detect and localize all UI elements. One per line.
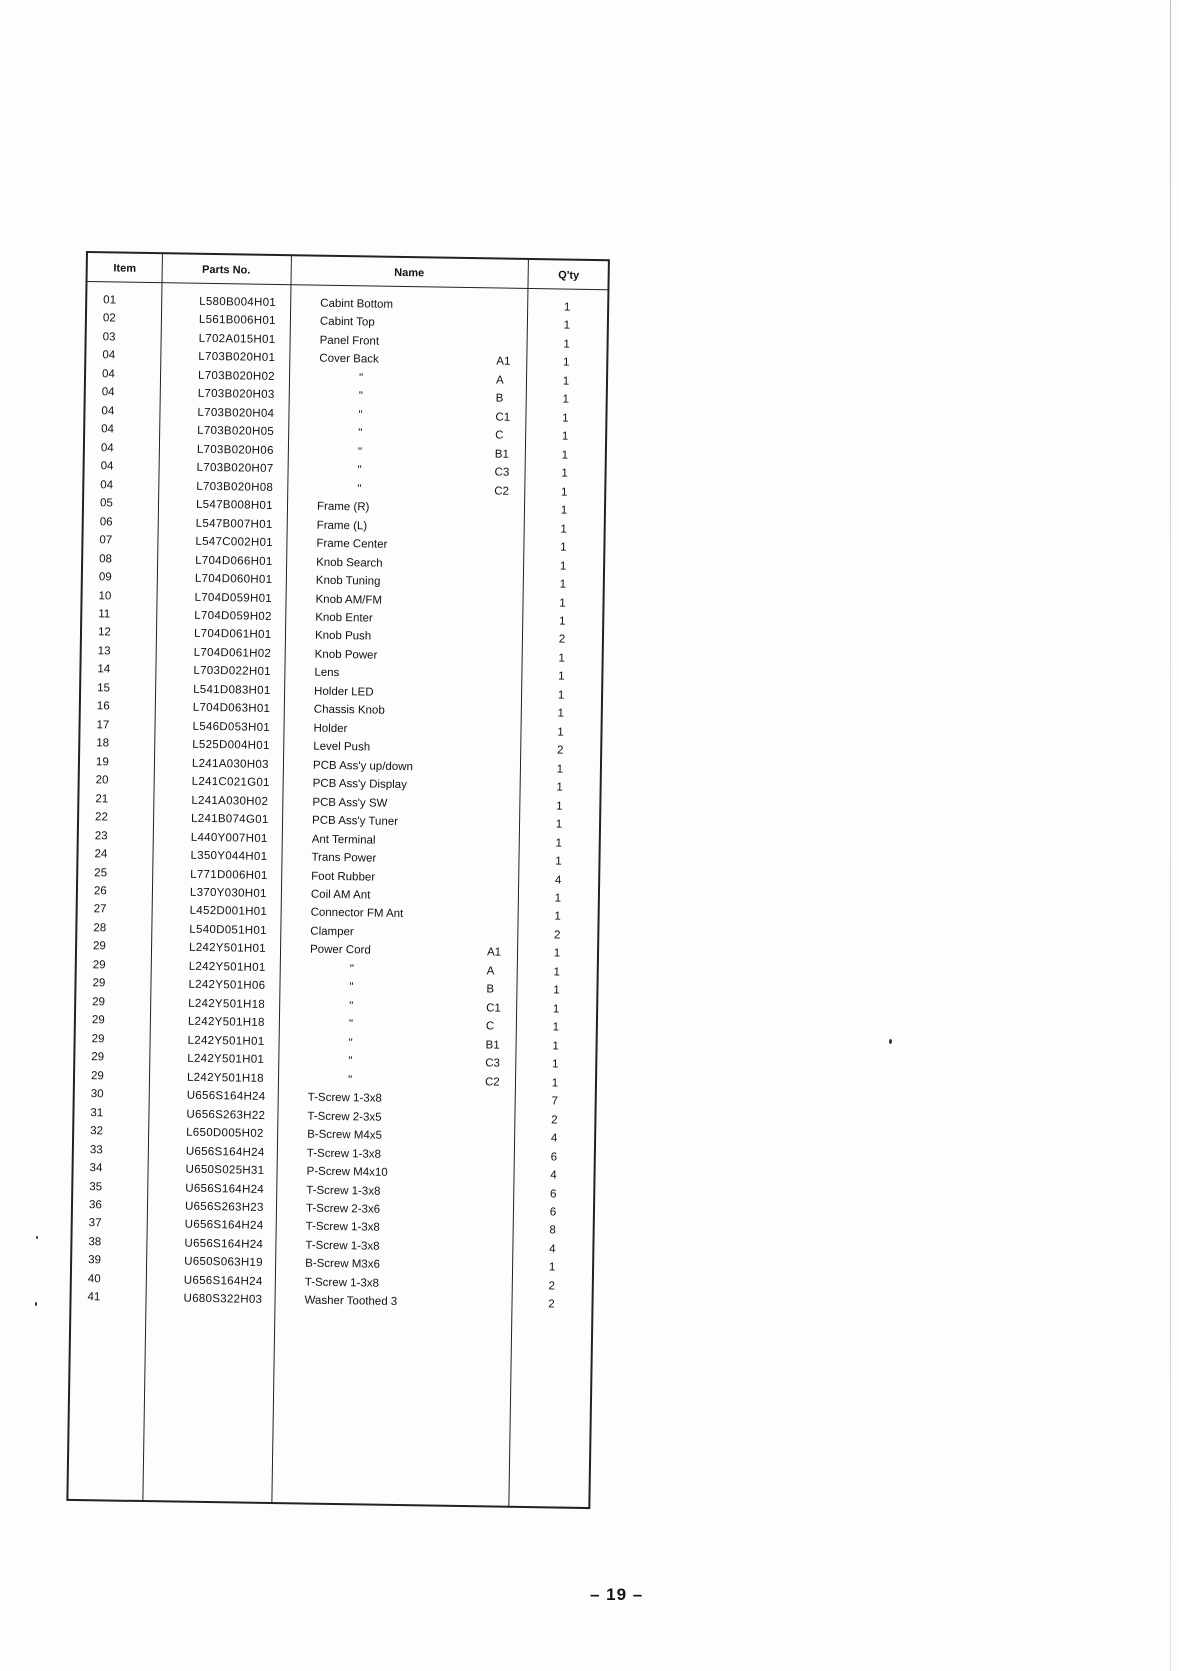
name-cell: Clamper: [310, 925, 354, 939]
part-number-cell: U656S164H24: [185, 1145, 265, 1159]
variant-cell: A: [486, 965, 495, 978]
qty-cell: 1: [555, 837, 563, 850]
qty-cell: 1: [562, 375, 570, 388]
name-cell: ": [357, 446, 363, 459]
name-cell: ": [349, 963, 354, 976]
item-cell: 23: [94, 829, 108, 843]
scan-speck: [889, 1039, 892, 1044]
part-number-cell: L704D059H01: [194, 591, 273, 605]
item-cell: 04: [102, 349, 116, 362]
name-cell: Knob Search: [316, 556, 383, 570]
part-number-cell: L546D053H01: [192, 720, 271, 734]
item-cell: 04: [101, 368, 115, 381]
item-cell: 33: [89, 1143, 103, 1156]
item-cell: 04: [101, 386, 115, 399]
page-number: – 19 –: [590, 1585, 644, 1604]
qty-cell: 4: [554, 873, 562, 887]
name-cell: Knob Power: [314, 648, 378, 662]
qty-cell: 1: [556, 800, 563, 813]
qty-cell: 1: [555, 855, 562, 868]
qty-cell: 1: [557, 689, 565, 702]
part-number-cell: L370Y030H01: [189, 886, 267, 900]
part-number-cell: L771D006H01: [190, 868, 268, 882]
qty-cell: 2: [551, 1114, 558, 1127]
part-number-cell: L525D004H01: [192, 738, 270, 753]
name-cell: Trans Power: [311, 851, 377, 865]
part-number-cell: L704D061H02: [193, 646, 272, 660]
part-number-cell: U656S164H24: [186, 1089, 266, 1104]
part-number-cell: L241A030H02: [191, 794, 269, 808]
name-cell: T-Screw 2-3x5: [307, 1110, 382, 1124]
scan-speck: [36, 1236, 38, 1239]
qty-cell: 2: [554, 929, 561, 942]
qty-cell: 1: [552, 1021, 560, 1034]
name-cell: ": [348, 1036, 353, 1050]
name-cell: B-Screw M3x6: [305, 1257, 380, 1272]
part-number-cell: L547B007H01: [195, 517, 273, 531]
name-cell: Panel Front: [319, 334, 380, 348]
name-cell: ": [357, 482, 362, 496]
item-cell: 24: [94, 848, 108, 861]
item-cell: 20: [95, 774, 109, 787]
name-cell: ": [348, 1055, 353, 1068]
part-number-cell: L241B074G01: [190, 812, 269, 827]
name-cell: Frame (L): [316, 519, 368, 533]
part-number-cell: L704D061H01: [193, 628, 272, 642]
variant-cell: A: [495, 374, 504, 387]
qty-cell: 1: [558, 670, 565, 683]
name-cell: Chassis Knob: [313, 703, 385, 718]
name-cell: ": [358, 409, 363, 422]
variant-cell: C3: [494, 466, 510, 479]
item-cell: 17: [96, 719, 110, 732]
part-number-cell: L703B020H06: [196, 443, 274, 457]
name-cell: Power Cord: [309, 944, 371, 957]
part-number-cell: U650S063H19: [184, 1256, 263, 1270]
qty-cell: 1: [562, 412, 569, 425]
variant-cell: C: [485, 1020, 495, 1033]
part-number-cell: U656S263H22: [186, 1108, 266, 1122]
part-number-cell: L452D001H01: [189, 905, 268, 919]
parts-list-table: [66, 251, 610, 1509]
item-cell: 14: [97, 663, 111, 676]
item-cell: 41: [87, 1291, 101, 1304]
name-cell: T-Screw 1-3x8: [305, 1239, 380, 1253]
item-cell: 29: [92, 996, 106, 1009]
qty-cell: 1: [560, 504, 568, 517]
qty-cell: 6: [549, 1187, 557, 1201]
name-cell: ": [358, 427, 363, 440]
qty-cell: 4: [550, 1169, 557, 1182]
qty-cell: 1: [553, 947, 561, 960]
variant-cell: C1: [495, 411, 511, 424]
name-cell: Frame (R): [316, 500, 370, 514]
qty-cell: 1: [561, 449, 569, 462]
name-cell: ": [348, 1018, 354, 1031]
part-number-cell: L561B006H01: [198, 314, 276, 328]
name-cell: P-Screw M4x10: [306, 1165, 388, 1179]
scan-speck: [35, 1302, 37, 1306]
header-parts-no: Parts No.: [201, 263, 251, 277]
name-cell: Washer Toothed 3: [304, 1294, 398, 1309]
item-cell: 29: [91, 1032, 105, 1046]
item-cell: 25: [94, 866, 108, 879]
part-number-cell: L703B020H03: [197, 388, 275, 402]
qty-cell: 1: [555, 818, 563, 831]
part-number-cell: L650D005H02: [186, 1126, 264, 1140]
variant-cell: C2: [484, 1076, 500, 1089]
item-cell: 36: [88, 1199, 102, 1212]
part-number-cell: L547B008H01: [195, 498, 273, 513]
name-cell: Connector FM Ant: [310, 907, 404, 921]
part-number-cell: L704D059H02: [194, 609, 272, 623]
qty-cell: 1: [548, 1261, 556, 1274]
name-cell: ": [358, 372, 364, 385]
qty-cell: 1: [556, 781, 563, 794]
name-cell: Ant Terminal: [311, 833, 376, 847]
part-number-cell: L703B020H02: [197, 369, 275, 383]
item-cell: 28: [93, 922, 107, 935]
qty-cell: 1: [561, 430, 569, 443]
part-number-cell: U650S025H31: [185, 1163, 265, 1177]
item-cell: 19: [95, 755, 109, 769]
qty-cell: 1: [556, 763, 564, 776]
part-number-cell: L703B020H07: [196, 461, 274, 476]
item-cell: 39: [88, 1254, 102, 1267]
part-number-cell: L241A030H03: [191, 757, 269, 771]
part-number-cell: U656S164H24: [184, 1237, 264, 1251]
qty-cell: 1: [560, 486, 568, 499]
qty-cell: 1: [557, 707, 565, 720]
qty-cell: 1: [552, 1040, 559, 1053]
part-number-cell: L242Y501H06: [188, 979, 266, 993]
part-number-cell: L350Y044H01: [190, 849, 268, 863]
qty-cell: 4: [549, 1243, 556, 1256]
qty-cell: 1: [559, 596, 566, 610]
part-number-cell: L242Y501H18: [187, 1015, 265, 1030]
item-cell: 29: [92, 959, 106, 972]
item-cell: 29: [91, 1014, 105, 1027]
variant-cell: B1: [485, 1039, 500, 1052]
qty-cell: 1: [563, 301, 571, 314]
part-number-cell: U656S164H24: [184, 1219, 264, 1233]
qty-cell: 1: [559, 578, 567, 591]
qty-cell: 1: [553, 966, 561, 979]
qty-cell: 1: [557, 726, 564, 739]
item-cell: 07: [99, 534, 113, 547]
item-cell: 11: [98, 608, 111, 621]
qty-cell: 1: [551, 1058, 559, 1071]
item-cell: 26: [93, 885, 107, 898]
name-cell: PCB Ass'y Display: [312, 777, 407, 792]
name-cell: PCB Ass'y SW: [312, 796, 388, 810]
name-cell: ": [349, 981, 354, 994]
part-number-cell: U680S322H03: [183, 1292, 263, 1307]
qty-cell: 1: [551, 1077, 559, 1090]
item-cell: 34: [89, 1162, 103, 1175]
item-cell: 06: [99, 515, 113, 529]
name-cell: Knob Tuning: [315, 574, 381, 588]
part-number-cell: L242Y501H01: [187, 1052, 265, 1067]
part-number-cell: L703B020H04: [197, 406, 275, 420]
item-cell: 15: [97, 682, 111, 695]
part-number-cell: L704D066H01: [195, 554, 273, 568]
name-cell: Cover Back: [319, 353, 379, 367]
item-cell: 35: [89, 1180, 103, 1193]
name-cell: PCB Ass'y Tuner: [311, 814, 399, 829]
item-cell: 02: [102, 312, 116, 325]
item-cell: 29: [92, 940, 106, 953]
item-cell: 04: [101, 423, 115, 436]
name-cell: Cabint Top: [319, 316, 375, 330]
name-cell: Lens: [314, 667, 340, 680]
qty-cell: 1: [563, 319, 571, 333]
qty-cell: 1: [558, 615, 566, 628]
qty-cell: 7: [551, 1095, 558, 1108]
table-body: [71, 291, 607, 1315]
part-number-cell: L242Y501H18: [186, 1071, 264, 1085]
part-number-cell: L580B004H01: [199, 295, 277, 309]
qty-cell: 8: [549, 1224, 556, 1237]
header-name: Name: [394, 266, 425, 280]
item-cell: 04: [101, 405, 115, 418]
header-item: Item: [113, 262, 137, 275]
part-number-cell: L242Y501H01: [188, 942, 266, 956]
variant-cell: B: [486, 983, 495, 996]
qty-cell: 4: [550, 1132, 558, 1145]
name-cell: Knob Push: [314, 630, 372, 643]
qty-cell: 6: [550, 1150, 558, 1164]
name-cell: ": [358, 390, 363, 403]
variant-cell: C3: [485, 1057, 501, 1070]
name-cell: Knob AM/FM: [315, 593, 383, 607]
part-number-cell: L547C002H01: [195, 535, 274, 550]
scan-edge: [1170, 0, 1171, 1671]
item-cell: 29: [91, 1051, 105, 1064]
item-cell: 37: [88, 1217, 102, 1230]
item-cell: 22: [95, 811, 108, 824]
part-number-cell: L540D051H01: [189, 923, 267, 937]
qty-cell: 1: [558, 652, 565, 665]
name-cell: T-Screw 1-3x8: [306, 1184, 381, 1198]
qty-cell: 1: [559, 560, 567, 573]
item-cell: 13: [97, 645, 111, 658]
part-number-cell: L242Y501H01: [187, 1034, 265, 1048]
item-cell: 12: [97, 626, 111, 639]
item-cell: 29: [92, 977, 106, 990]
part-number-cell: L242Y501H01: [188, 960, 266, 974]
name-cell: ": [347, 1073, 353, 1086]
item-cell: 30: [90, 1088, 104, 1101]
part-number-cell: U656S164H24: [183, 1274, 263, 1288]
variant-cell: C: [495, 429, 504, 442]
qty-cell: 1: [563, 338, 570, 351]
qty-cell: 1: [554, 910, 561, 924]
name-cell: T-Screw 2-3x6: [305, 1202, 381, 1216]
part-number-cell: L702A015H01: [198, 332, 276, 346]
name-cell: Foot Rubber: [311, 870, 376, 884]
part-number-cell: L703D022H01: [193, 665, 271, 679]
name-cell: Knob Enter: [315, 611, 373, 625]
name-cell: ": [357, 464, 362, 477]
name-cell: T-Screw 1-3x8: [307, 1091, 382, 1105]
item-cell: 04: [100, 442, 114, 455]
item-cell: 16: [96, 700, 110, 713]
variant-cell: C2: [494, 485, 510, 498]
name-cell: T-Screw 1-3x8: [305, 1221, 380, 1235]
qty-cell: 1: [562, 393, 570, 406]
item-cell: 09: [98, 571, 112, 584]
name-cell: Holder: [313, 722, 348, 735]
variant-cell: B1: [494, 448, 510, 461]
item-cell: 38: [88, 1236, 102, 1249]
item-cell: 08: [99, 552, 113, 566]
part-number-cell: L703B020H05: [197, 425, 275, 439]
part-number-cell: L703B020H08: [196, 480, 274, 494]
qty-cell: 2: [548, 1298, 555, 1311]
header-qty: Q'ty: [558, 269, 580, 282]
name-cell: Coil AM Ant: [310, 888, 371, 902]
name-cell: PCB Ass'y up/down: [312, 759, 414, 773]
part-number-cell: L704D060H01: [194, 572, 273, 586]
item-cell: 32: [90, 1125, 104, 1138]
part-number-cell: L704D063H01: [192, 702, 271, 716]
variant-cell: B: [495, 392, 504, 405]
name-cell: Holder LED: [314, 685, 374, 699]
item-cell: 29: [90, 1069, 104, 1083]
part-number-cell: U656S263H23: [184, 1200, 264, 1214]
item-cell: 03: [102, 331, 116, 344]
part-number-cell: L703B020H01: [198, 351, 276, 365]
part-number-cell: U656S164H24: [185, 1182, 265, 1196]
item-cell: 04: [100, 478, 114, 492]
qty-cell: 1: [561, 467, 568, 480]
qty-cell: 1: [560, 541, 567, 554]
item-cell: 04: [100, 460, 114, 473]
variant-cell: A1: [486, 946, 502, 960]
item-cell: 40: [87, 1273, 101, 1286]
qty-cell: 1: [553, 984, 560, 997]
name-cell: Level Push: [313, 740, 371, 754]
name-cell: ": [349, 1000, 354, 1013]
part-number-cell: L541D083H01: [193, 683, 271, 697]
name-cell: B-Screw M4x5: [307, 1128, 383, 1142]
qty-cell: 2: [558, 633, 566, 647]
item-cell: 31: [90, 1106, 104, 1120]
name-cell: Frame Center: [316, 537, 388, 551]
variant-cell: C1: [486, 1002, 501, 1015]
item-cell: 01: [103, 294, 117, 307]
qty-cell: 1: [560, 523, 567, 536]
qty-cell: 1: [563, 356, 570, 370]
qty-cell: 1: [554, 892, 562, 905]
name-cell: T-Screw 1-3x8: [304, 1276, 380, 1290]
item-cell: 05: [99, 497, 113, 510]
qty-cell: 2: [556, 744, 564, 757]
qty-cell: 2: [548, 1280, 556, 1293]
item-cell: 27: [93, 903, 107, 916]
qty-cell: 1: [552, 1003, 560, 1016]
name-cell: Cabint Bottom: [320, 297, 394, 311]
name-cell: T-Screw 1-3x8: [306, 1147, 382, 1161]
variant-cell: A1: [496, 355, 511, 369]
part-number-cell: L440Y007H01: [190, 831, 268, 845]
item-cell: 21: [95, 792, 109, 806]
item-cell: 18: [96, 737, 110, 750]
item-cell: 10: [98, 589, 112, 602]
qty-cell: 6: [549, 1206, 557, 1219]
part-number-cell: L241C021G01: [191, 775, 270, 790]
part-number-cell: L242Y501H18: [188, 997, 266, 1011]
